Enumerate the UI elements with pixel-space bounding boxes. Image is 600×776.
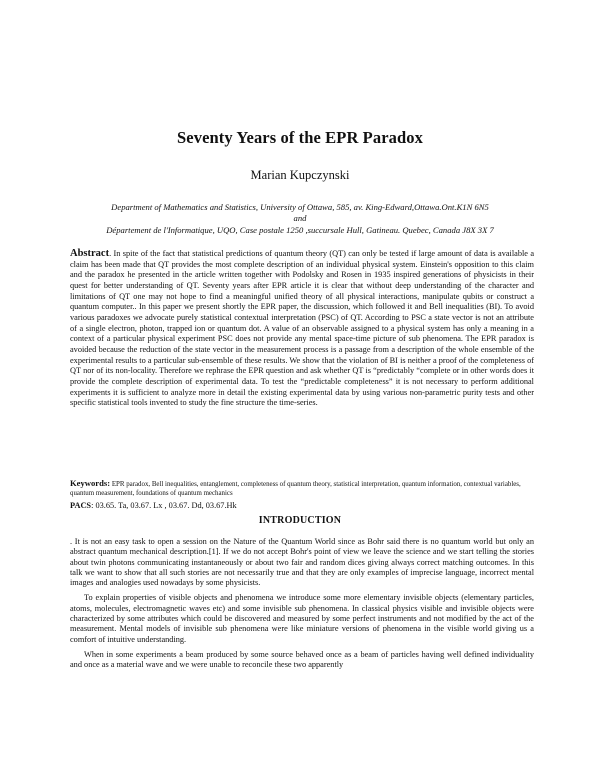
keywords [70,479,534,498]
pacs-codes [70,501,534,510]
keywords-text: EPR paradox, Bell inequalities, entanglement, completeness of quantum theory, statistical interpretation, quantum information, contextual variables, quantum measurement, foundations of quantum mechanics [70,481,521,498]
intro-paragraph: . It is not an easy task to open a session on the Nature of the Quantum World since as Bohr said there is no quantum world but only an abstract quantum mechanical description.[1]. If we do not accept Bohr's point of view we leave the science and we start telling the stories about twin photons communicating instantaneously or about two fair and random dices giving always correct matching outcomes. In this talk we want to show that all such stories are not necessarily true and that they are only examples of imprecise language, incorrect mental images and analogies used nowadays by some physicists. [70,537,534,588]
paper-title: Seventy Years of the EPR Paradox [177,128,423,147]
keywords-label: Keywords: [70,478,111,488]
abstract [70,249,534,409]
introduction-body [70,537,534,676]
abstract-text: . In spite of the fact that statistical predictions of quantum theory (QT) can only be tested if large amount of data is available a claim has been made that QT provides the most complete description of an individual physical system. Einstein's opposition to this claim and the paradox he presented in the article written together with Podolsky and Rosen in 1935 inspired generations of physicists in their quest for better understanding of QT. Seventy years after EPR article it is clear that without deep understanding of the character and limitations of QT one may not hope to find a meaningful unified theory of all physical interactions, manipulate qubits or construct a quantum computer.. In this paper we present shortly the EPR paper, the discussion, which followed it and Bell inequalities (BI). To avoid various paradoxes we advocate purely statistical contextual interpretation (PSC) of QT. According to PSC a state vector is not an attribute of a single electron, photon, trapped ion or quantum dot. A value of an observable assigned to a physical system has only a meaning in a context of a particular physical experiment PSC does not provide any mental space-time picture of sub phenomena. The EPR paradox is avoided because the reduction of the state vector in the measurement process is a passage from a description of the whole ensemble of the experimental results to a particular sub-ensemble of these results. We show that the violation of BI is neither a proof of the completeness of QT nor of its non-locality. Therefore we rephrase the EPR question and ask whether QT is “predictably “complete or in other words does it provide the complete description of experimental data. To test the “predictable completeness” it is not necessary to perform additional experiments it is sufficient to analyze more in detail the existing experimental data by using various non-parametric purity tests and other specific statistical tools invented to study the fine structure the time-series. [70,249,534,408]
abstract-label: Abstract [70,248,110,259]
affiliation-and: and [293,213,307,223]
intro-paragraph: When in some experiments a beam produced by some source behaved once as a beam of particles having well defined individuality and once as a material wave and we were unable to reconcile these two apparently [70,649,534,670]
affiliation-ottawa: Department of Mathematics and Statistics, University of Ottawa, 585, av. King-Edward,Ottawa.Ont.K1N 6N5 [111,202,489,212]
affiliation-uqo: Département de l'Informatique, UQO, Case postale 1250 ,succursale Hull, Gatineau. Quebec, Canada J8X 3X 7 [106,225,494,235]
section-heading-introduction: INTRODUCTION [258,515,342,526]
intro-paragraph: To explain properties of visible objects and phenomena we introduce some more elementary invisible objects (elementary particles, atoms, molecules, electromagnetic waves etc) and some invisible sub phenomena. In classical physics visible and invisible objects were characterized by some attributes which could be discovered and measured by some perfect instruments and not modified by the act of the measurement. Mental models of invisible sub phenomena were like miniature versions of phenomena in the visible world giving us a comfort of intuitive understanding. [70,593,534,644]
author-name: Marian Kupczynski [250,168,350,182]
pacs-label: PACS [70,501,92,510]
pacs-text: : 03.65. Ta, 03.67. Lx , 03.67. Dd, 03.67.Hk [91,501,237,510]
